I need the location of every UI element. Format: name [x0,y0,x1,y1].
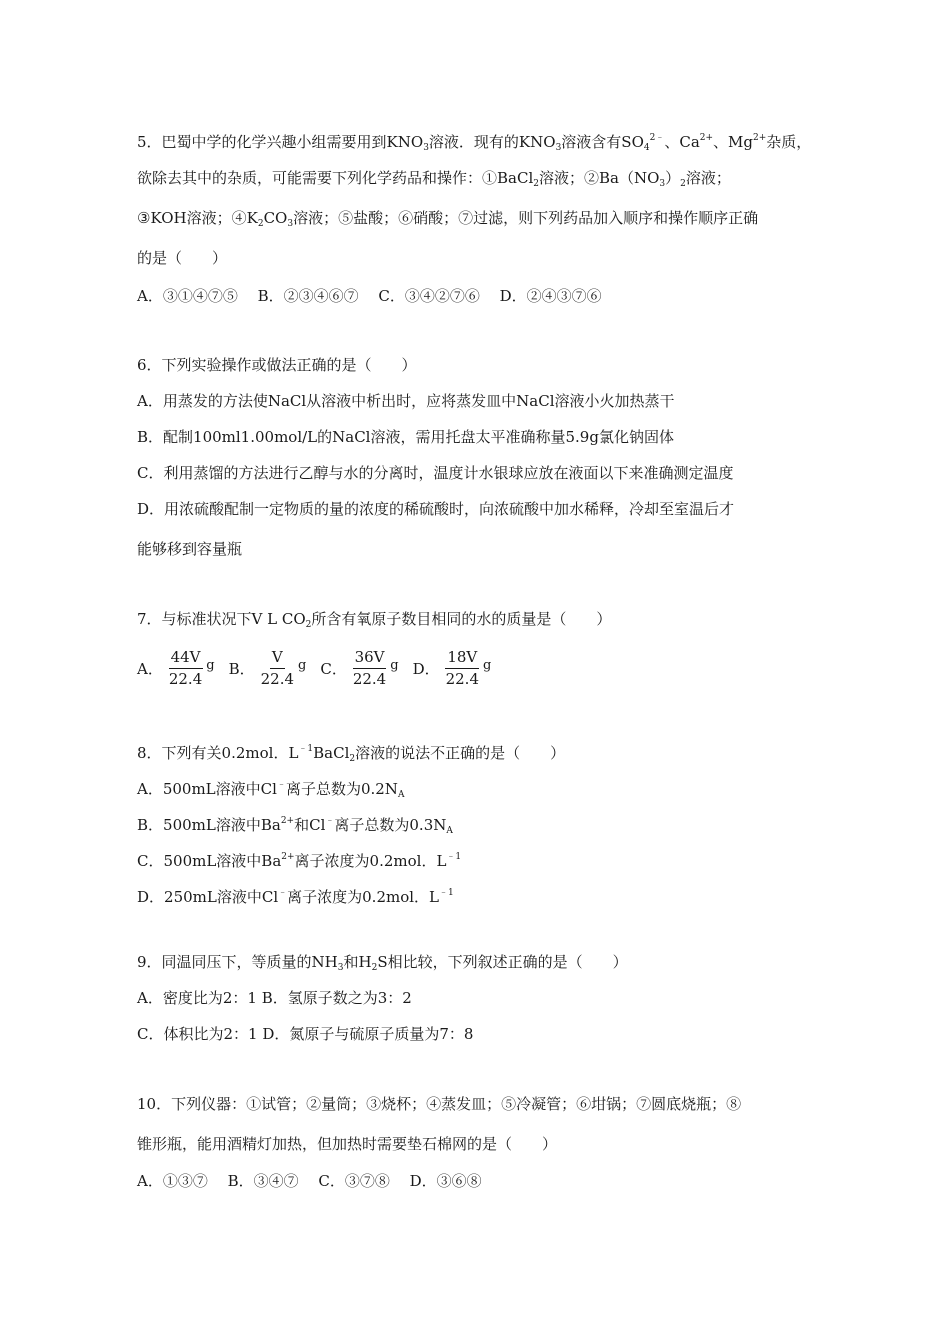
fraction: $\frac{44V}{22.4}$ [168,647,203,688]
q6-option-d: D．用浓硫酸配制一定物质的量的浓度的稀硫酸时，向浓硫酸中加水稀释，冷却至室温后才 [137,500,735,518]
q7-options [137,646,505,690]
q6-option-a: A．用蒸发的方法使NaCl从溶液中析出时，应将蒸发皿中NaCl溶液小火加热蒸干 [137,392,675,410]
fraction: $\frac{V}{22.4}$ [260,647,295,688]
q6-stem: 6．下列实验操作或做法正确的是（ ） [137,356,417,374]
q7-option-b: B． $\frac{V}{22.4}$ g [228,647,307,688]
q6-option-b: B．配制100ml1.00mol/L的NaCl溶液，需用托盘太平准确称量5.9g氯化钠固体 [137,428,674,446]
q9-stem: 9．同温同压下，等质量的$NH_3$和$H_2S$相比较，下列叙述正确的是（ ） [137,953,628,973]
q5-line-2: 欲除去其中的杂质，可能需要下列化学药品和操作：①BaCl$_2$溶液；$②Ba(NO_3)_2$溶液； [137,169,731,189]
q8-option-b: B．500mL溶液中$Ba^{2+}$和Cl﹣离子总数为$0.3N_A$ [137,816,453,836]
q10-options: A．①③⑦ B．③④⑦ C．③⑦⑧ D．③⑥⑧ [137,1172,482,1190]
q10-stem-cont: 锥形瓶，能用酒精灯加热，但加热时需要垫石棉网的是（ ） [137,1135,558,1153]
q7-stem: 7．与标准状况下V L $CO_2$所含有氧原子数目相同的水的质量是（ ） [137,610,612,630]
q8-option-c: C．500mL溶液中$Ba^{2+}$离子浓度为0.2mol．$L^{﹣1}$ [137,852,462,870]
fraction: $\frac{36V}{22.4}$ [352,647,387,688]
q9-options-cd: C．体积比为2：1 D．氮原子与硫原子质量为7：8 [137,1025,474,1043]
q7-option-c: C． $\frac{36V}{22.4}$ g [320,647,399,688]
q6-option-d-cont: 能够移到容量瓶 [137,540,243,558]
q6-option-c: C．利用蒸馏的方法进行乙醇与水的分离时，温度计水银球应放在液面以下来准确测定温度 [137,464,734,482]
fraction: $\frac{18V}{22.4}$ [445,647,479,688]
q5-line-3: ③KOH溶液；$④K_2CO_3$溶液；⑤盐酸；⑥硝酸；⑦过滤，则下列药品加入顺序和操作顺序正确 [137,209,759,229]
q8-option-d: D．250mL溶液中Cl﹣离子浓度为0.2mol．$L^{﹣1}$ [137,888,454,906]
q9-options-ab: A．密度比为2：1 B．氢原子数之为3：2 [137,989,412,1007]
q7-option-d: D． $\frac{18V}{22.4}$ g [412,647,492,688]
q5-options: A．③①④⑦⑤ B．②③④⑥⑦ C．③④②⑦⑥ D．②④③⑦⑥ [137,287,602,305]
q5-line-4: 的是（ ） [137,249,228,267]
q10-stem: 10．下列仪器：①试管；②量筒；③烧杯；④蒸发皿；⑤冷凝管；⑥坩锅；⑦圆底烧瓶；⑧ [137,1095,742,1113]
q5-line-1: 5．巴蜀中学的化学兴趣小组需要用到$KNO_3$溶液．现有的$KNO_3$溶液含有$SO_4^{2﹣}$、$Ca^{2+}$、$Mg^{2+}$杂质， [137,133,812,153]
q8-stem: 8．下列有关0.2mol．$L^{﹣1}BaCl_2$溶液的说法不正确的是（ ） [137,744,566,764]
q8-option-a: A．500mL溶液中Cl﹣离子总数为$0.2N_A$ [137,780,405,800]
q7-option-a: A． $\frac{44V}{22.4}$ g [137,647,215,688]
